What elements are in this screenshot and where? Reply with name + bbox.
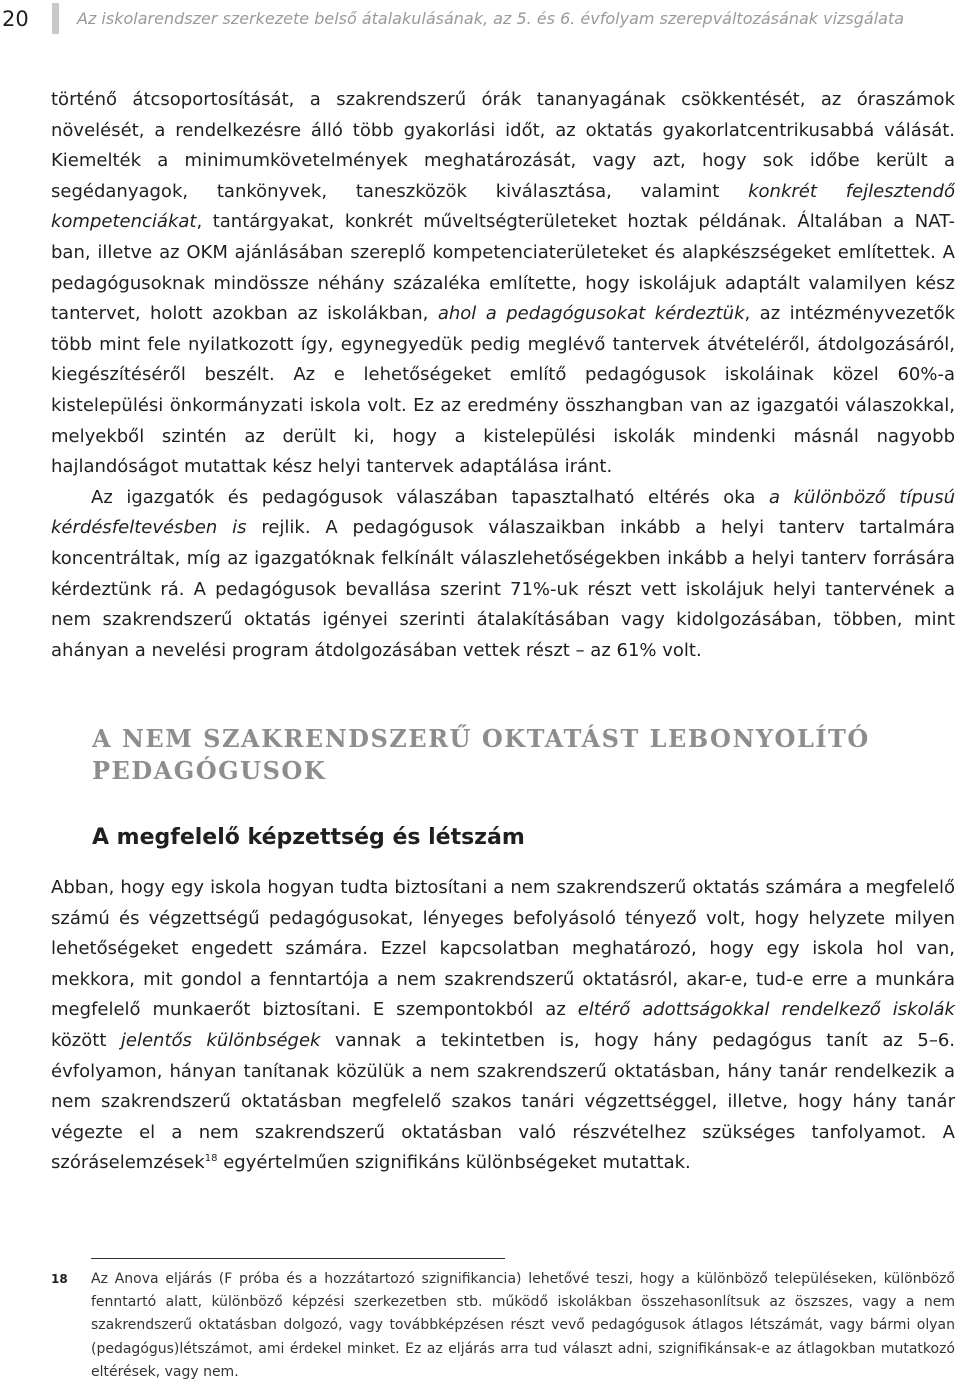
- section-title: A NEM SZAKRENDSZERŰ OKTATÁST LEBONYOLÍTÓ PEDAGÓGUSOK: [92, 724, 870, 785]
- paragraph-3-emphasis: jelentős különbségek: [120, 1029, 321, 1051]
- paragraph-1-emphasis: ahol a pedagógusokat kérdeztük: [437, 303, 745, 325]
- paragraph-2-text: rejlik. A pedagógusok válaszaikban inkább a helyi tanterv tartalmára koncentráltak, míg az igazgatóknak felkínált válaszlehetőségekben inkább a helyi tanterv forrására kérdeztünk rá. A pedagógusok bevallása szerint 71%-uk részt vett iskolájuk helyi tantervének a nem szakrendszerű oktatás igényei szerinti átalakításában vagy kidolgozásában, többen, mint ahányan a nevelési program átdolgozásában vettek részt – az 61% volt.: [51, 517, 955, 661]
- paragraph-1-text: , tantárgyakat, konkrét műveltségterületeket hoztak példának. Általában a NAT-ban, illetve az OKM ajánlásában szereplő kompetenciaterületeket és alapkészségeket említettek. A pedagógusoknak mindössze néhány százaléka említette, hogy iskolájuk adaptált valamilyen kész tantervet, holott azokban az iskolákban,: [51, 211, 955, 325]
- body-text-lower: [51, 873, 955, 1179]
- paragraph-1-text: történő átcsoportosítását, a szakrendszerű órák tananyagának csökkentését, az óraszámok növelését, a rendelkezésre álló több gyakorlási időt, az oktatás gyakorlatcentrikusabbá válását. Kiemelték a minimumkövetelmények meghatározását, vagy azt, hogy sok időbe került a segédanyagok, tankönyvek, taneszközök kiválasztása, valamint: [51, 89, 955, 202]
- paragraph-3-emphasis: eltérő adottságokkal rendelkező iskolák: [577, 999, 955, 1021]
- footnote-reference[interactable]: 18: [204, 1153, 218, 1165]
- paragraph-3-text: egyértelműen szignifikáns különbségeket mutattak.: [217, 1152, 691, 1174]
- header-divider-bar: [52, 3, 59, 34]
- body-text-upper: [51, 85, 955, 666]
- paragraph-3-text: vannak a tekintetben is, hogy hány pedagógus tanít az 5–6. évfolyamon, hányan tanítanak közülük a nem szakrendszerű oktatásban, hány tanár rendelkezik a nem szakrendszerű oktatásban megfelelő szakos tanári végzettséggel, illetve, hogy hány tanár végezte el a nem szakrendszerű oktatásban való részvételhez szükséges tanfolyamot. A szóráselemzések: [51, 1029, 955, 1174]
- paragraph-1: [51, 85, 955, 483]
- footnote-number: 18: [51, 1272, 68, 1286]
- paragraph-2-emphasis: a különböző típusú kérdésfeltevésben is: [51, 486, 955, 539]
- paragraph-3: [51, 873, 955, 1179]
- paragraph-3-text: között: [51, 1029, 121, 1051]
- paragraph-2-text: Az igazgatók és pedagógusok válaszában tapasztalható eltérés oka: [91, 486, 769, 508]
- footnote-text-block: [91, 1268, 955, 1384]
- paragraph-3-text: Abban, hogy egy iskola hogyan tudta biztosítani a nem szakrendszerű oktatás számára a megfelelő számú és végzettségű pedagógusokat, lényeges befolyásoló tényező volt, hogy helyzete milyen lehetőségeket engedett számára. Ezzel kapcsolatban meghatározó, hogy egy iskola hol van, mekkora, mit gondol a fenntartója a nem szakrendszerű oktatásról, akar-e, tud-e erre a munkára megfelelő munkaerőt biztosítani. E szempontokból az: [51, 877, 955, 1021]
- page-header: [0, 0, 960, 40]
- paragraph-1-emphasis: konkrét fejlesztendő kompetenciákat: [51, 180, 955, 233]
- subheading: A megfelelő képzettség és létszám: [92, 825, 525, 850]
- page-number: 20: [2, 7, 29, 31]
- paragraph-1-text: , az intézményvezetők több mint fele nyilatkozott így, egynegyedük pedig meglévő tantervek átvételéről, átdolgozásáról, kiegészítéséről beszélt. Az e lehetőségeket említő pedagógusok iskoláinak közel 60%-a kistelepülési önkormányzati iskola volt. Ez az eredmény összhangban van az igazgatói válaszokkal, melyekből szintén az derült ki, hogy a kistelepülési iskolák mindenki másnál nagyobb hajlandóságot mutattak kész helyi tantervek adaptálása iránt.: [51, 303, 956, 478]
- footnote-divider: [91, 1258, 505, 1259]
- paragraph-2: [51, 483, 955, 667]
- running-head: Az iskolarendszer szerkezete belső átalakulásának, az 5. és 6. évfolyam szerepváltozásának vizsgálata: [77, 9, 905, 28]
- footnote-text: Az Anova eljárás (F próba és a hozzátartozó szignifikancia) lehetővé teszi, hogy a különböző településeken, különböző fenntartó alatt, különböző képzési szerkezetben stb. működő iskolákban összehasonlítsuk az öszszes, vagy a nem szakrendszerű oktatásban dolgozó, vagy továbbképzésen részt vevő pedagógusok átlagos létszámát, vagy bármi olyan (pedagógus)létszámot, ami érdekel minket. Ez az eljárás arra tud választ adni, szignifikánsak-e az átlagokban mutatkozó eltérések, vagy nem.: [91, 1271, 955, 1380]
